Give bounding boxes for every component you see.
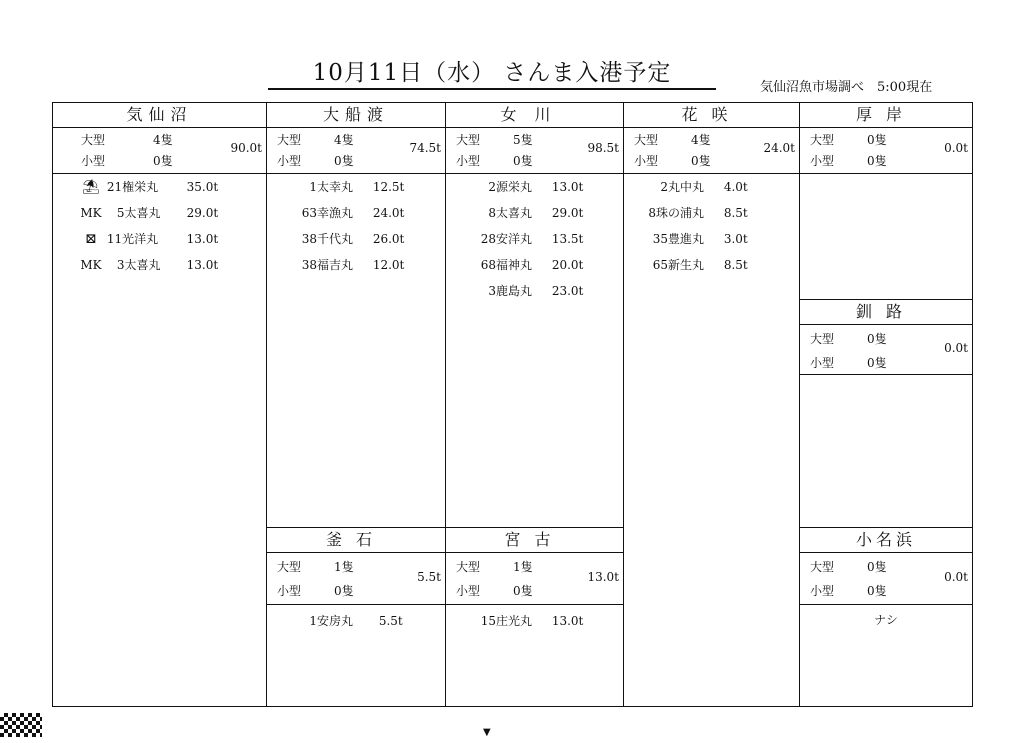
ship-weight: 23.0t bbox=[551, 284, 584, 298]
port-name: 気仙沼 bbox=[53, 103, 266, 128]
total-weight: 13.0t bbox=[587, 570, 619, 584]
port-kesennuma bbox=[53, 103, 266, 173]
ship-name: 1安房丸 bbox=[309, 614, 353, 628]
small-count: 0隻 bbox=[867, 584, 887, 598]
port-konahama bbox=[800, 527, 972, 607]
small-label: 小型 bbox=[456, 154, 481, 168]
port-summary bbox=[624, 127, 799, 174]
ship-name: 8太喜丸 bbox=[488, 206, 532, 220]
small-label: 小型 bbox=[810, 356, 835, 370]
large-label: 大型 bbox=[456, 133, 481, 147]
ship-weight: 12.5t bbox=[372, 180, 405, 194]
owner-mark-icon: MK bbox=[80, 206, 102, 220]
ship-row bbox=[462, 229, 583, 249]
ship-name: 5太喜丸 bbox=[116, 206, 161, 220]
total-weight: 0.0t bbox=[944, 570, 968, 584]
ship-name: 38福吉丸 bbox=[301, 258, 353, 272]
ship-row bbox=[634, 177, 748, 197]
ship-name: 1太幸丸 bbox=[309, 180, 353, 194]
large-count: 4隻 bbox=[691, 133, 711, 147]
large-label: 大型 bbox=[810, 560, 835, 574]
small-count: 0隻 bbox=[867, 356, 887, 370]
port-summary bbox=[267, 127, 445, 174]
ship-name: 2丸中丸 bbox=[660, 180, 704, 194]
ship-name: 8珠の浦丸 bbox=[648, 206, 704, 220]
small-count: 0隻 bbox=[153, 154, 173, 168]
port-name: 大船渡 bbox=[267, 103, 445, 128]
ship-name: 3太喜丸 bbox=[116, 258, 161, 272]
port-name: 釧路 bbox=[800, 300, 972, 325]
ship-row bbox=[462, 611, 583, 631]
small-count: 0隻 bbox=[691, 154, 711, 168]
ship-name: 2源栄丸 bbox=[488, 180, 532, 194]
ship-weight: 13.5t bbox=[551, 232, 584, 246]
ship-name: 63幸漁丸 bbox=[301, 206, 353, 220]
large-label: 大型 bbox=[277, 560, 302, 574]
ship-row bbox=[287, 177, 404, 197]
large-count: 0隻 bbox=[867, 133, 887, 147]
schedule-table bbox=[52, 102, 973, 707]
ship-weight: 8.5t bbox=[723, 258, 748, 272]
owner-mark-icon: MK bbox=[80, 258, 102, 272]
ship-name: 35豊進丸 bbox=[652, 232, 704, 246]
port-miyako bbox=[446, 527, 623, 607]
ship-row bbox=[462, 203, 583, 223]
no-arrivals-note: ナシ bbox=[874, 613, 898, 627]
ship-row bbox=[462, 281, 583, 301]
port-name: 宮古 bbox=[446, 528, 623, 553]
large-label: 大型 bbox=[81, 133, 106, 147]
ship-weight: 13.0t bbox=[186, 258, 219, 272]
small-label: 小型 bbox=[634, 154, 659, 168]
ship-row bbox=[462, 255, 583, 275]
port-name: 女川 bbox=[446, 103, 623, 128]
ship-name: 65新生丸 bbox=[652, 258, 704, 272]
ship-weight: 35.0t bbox=[186, 180, 219, 194]
ship-weight: 29.0t bbox=[551, 206, 584, 220]
large-count: 1隻 bbox=[513, 560, 533, 574]
ship-name: 3鹿島丸 bbox=[488, 284, 532, 298]
port-summary bbox=[800, 127, 972, 174]
ship-weight: 13.0t bbox=[551, 614, 584, 628]
source-note: 気仙沼魚市場調べ 5:00現在 bbox=[760, 80, 933, 95]
large-count: 1隻 bbox=[334, 560, 354, 574]
ship-weight: 13.0t bbox=[551, 180, 584, 194]
total-weight: 24.0t bbox=[763, 141, 795, 155]
port-summary bbox=[53, 127, 266, 174]
port-summary bbox=[446, 127, 623, 174]
ship-weight: 24.0t bbox=[372, 206, 405, 220]
small-label: 小型 bbox=[810, 584, 835, 598]
large-count: 5隻 bbox=[513, 133, 533, 147]
ship-weight: 4.0t bbox=[723, 180, 748, 194]
small-count: 0隻 bbox=[334, 584, 354, 598]
ship-weight: 13.0t bbox=[186, 232, 219, 246]
large-count: 0隻 bbox=[867, 332, 887, 346]
small-count: 0隻 bbox=[334, 154, 354, 168]
ship-row bbox=[79, 177, 218, 197]
large-count: 4隻 bbox=[153, 133, 173, 147]
total-weight: 5.5t bbox=[417, 570, 441, 584]
ship-row bbox=[462, 177, 583, 197]
total-weight: 90.0t bbox=[230, 141, 262, 155]
port-kamaishi bbox=[267, 527, 445, 607]
port-summary bbox=[800, 552, 972, 605]
ship-name: 38千代丸 bbox=[301, 232, 353, 246]
total-weight: 74.5t bbox=[409, 141, 441, 155]
small-label: 小型 bbox=[277, 584, 302, 598]
port-summary bbox=[446, 552, 623, 605]
ship-row bbox=[79, 229, 218, 249]
large-label: 大型 bbox=[810, 133, 835, 147]
port-kushiro bbox=[800, 299, 972, 379]
large-label: 大型 bbox=[810, 332, 835, 346]
ship-row bbox=[287, 255, 404, 275]
large-label: 大型 bbox=[634, 133, 659, 147]
ship-weight: 12.0t bbox=[372, 258, 405, 272]
port-ofunato bbox=[267, 103, 445, 173]
large-count: 4隻 bbox=[334, 133, 354, 147]
port-summary bbox=[800, 324, 972, 375]
ship-name: 68福神丸 bbox=[480, 258, 532, 272]
port-name: 花咲 bbox=[624, 103, 799, 128]
ship-weight: 3.0t bbox=[723, 232, 748, 246]
port-name: 厚岸 bbox=[800, 103, 972, 128]
ship-name: 21権栄丸 bbox=[106, 180, 159, 194]
small-count: 0隻 bbox=[513, 154, 533, 168]
large-label: 大型 bbox=[277, 133, 302, 147]
ship-row bbox=[79, 203, 218, 223]
ship-name: 11光洋丸 bbox=[106, 232, 159, 246]
down-arrow-icon: ▼ bbox=[483, 727, 491, 738]
port-akkeshi bbox=[800, 103, 972, 173]
port-hanasaki bbox=[624, 103, 799, 173]
small-label: 小型 bbox=[81, 154, 106, 168]
large-count: 0隻 bbox=[867, 560, 887, 574]
small-count: 0隻 bbox=[513, 584, 533, 598]
ship-row bbox=[634, 255, 748, 275]
owner-mark-icon: ⛱ bbox=[82, 179, 100, 195]
ship-row bbox=[634, 229, 748, 249]
ship-name: 15庄光丸 bbox=[480, 614, 532, 628]
port-name: 小名浜 bbox=[800, 528, 972, 553]
small-label: 小型 bbox=[456, 584, 481, 598]
ship-weight: 29.0t bbox=[186, 206, 219, 220]
small-label: 小型 bbox=[277, 154, 302, 168]
ship-weight: 20.0t bbox=[551, 258, 584, 272]
page-title: 10月11日（水） さんま入港予定 bbox=[268, 58, 716, 90]
port-name: 釜石 bbox=[267, 528, 445, 553]
port-onagawa bbox=[446, 103, 623, 173]
owner-mark-icon: ⊠ bbox=[85, 231, 97, 247]
scan-marker bbox=[0, 713, 42, 737]
ship-row bbox=[287, 229, 404, 249]
small-label: 小型 bbox=[810, 154, 835, 168]
large-label: 大型 bbox=[456, 560, 481, 574]
small-count: 0隻 bbox=[867, 154, 887, 168]
ship-weight: 26.0t bbox=[372, 232, 405, 246]
total-weight: 0.0t bbox=[944, 141, 968, 155]
total-weight: 98.5t bbox=[587, 141, 619, 155]
ship-weight: 5.5t bbox=[378, 614, 403, 628]
port-summary bbox=[267, 552, 445, 605]
ship-name: 28安洋丸 bbox=[480, 232, 532, 246]
total-weight: 0.0t bbox=[944, 341, 968, 355]
ship-row bbox=[287, 611, 403, 631]
ship-weight: 8.5t bbox=[723, 206, 748, 220]
ship-row bbox=[79, 255, 218, 275]
ship-row bbox=[634, 203, 748, 223]
ship-row bbox=[287, 203, 404, 223]
